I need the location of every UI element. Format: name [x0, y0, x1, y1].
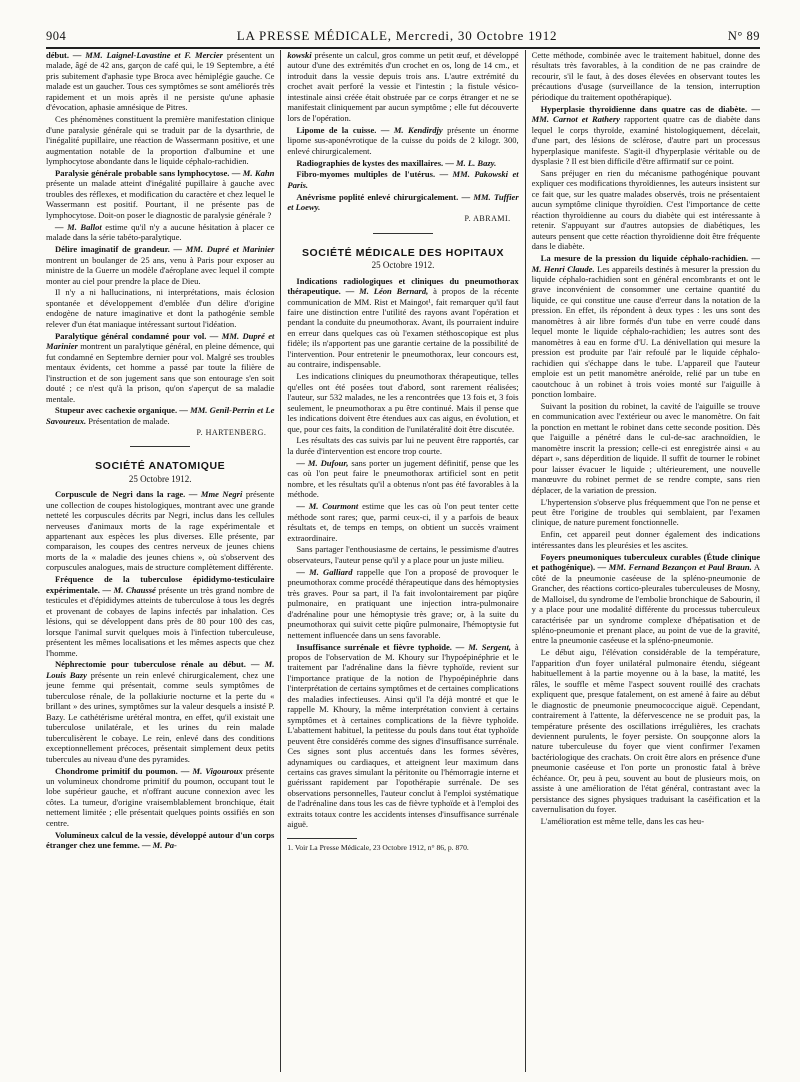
entry-authors: — M. Kahn [231, 167, 275, 178]
paragraph [46, 331, 274, 404]
entry-title: Chondrome primitif du poumon. [55, 765, 178, 776]
column-1 [46, 50, 280, 1072]
entry-title: La mesure de la pression du liquide céphalo-rachidien. [540, 253, 749, 264]
paragraph [287, 50, 518, 123]
entry-authors: — MM. Dupré et Marinier [173, 244, 275, 255]
entry-title: Néphrectomie pour tuberculose rénale au début. [55, 659, 246, 670]
column-2 [280, 50, 524, 1072]
entry-authors: — MM. Tuffier et Loewy. [287, 191, 519, 213]
entry-text: présente une collection de coupes histologiques, montrant avec une grande netteté les corpuscules décrits par Negri, inclus dans les cellules nerveuses d'animaux morts de la rage expérimentale et appartenant aux espèces les plus diverses. Elle présente, par comparaison, les coupes des centres nerveux de jeunes chiens morts de la « maladie des jeunes chiens », où s'observent des corpuscules analogues, mais de structure complètement différente. [46, 489, 275, 573]
entry-text: présente un rein enlevé chirurgicalement, chez une jeune femme qui présentait, comme seuls symptômes de tuberculose rénale, de la pollakiurie nocturne et la perte du « brillant » des urines, symptômes sur la valeur desquels a insisté P. Bazy. Le cathétérisme urétéral montra, en effet, qu'il existait une tuberculose unilatérale, et les urines du rein malade tuberculisèrent le cobaye. Le rein, enlevé dans des conditions exceptionnellement précoces, présentait simplement deux petits tubercules au niveau d'une des pyramides. [46, 669, 275, 764]
paragraph: Les résultats des cas suivis par lui ne peuvent être rapportés, car la durée d'intervention est encore trop courte. [287, 435, 519, 456]
entry-title: début. [46, 50, 70, 60]
journal-title: LA PRESSE MÉDICALE, Mercredi, 30 Octobre 1912 [236, 28, 558, 43]
section-heading: SOCIÉTÉ MÉDICALE DES HOPITAUX [301, 246, 505, 259]
paragraph [46, 659, 274, 764]
columns [46, 50, 760, 1072]
entry-title: Paralytique général condamné pour vol. [55, 330, 207, 341]
entry-title: Foyers pneumoniques tuberculeux curables (Étude clinique et pathogénique). [531, 551, 761, 573]
paragraph [46, 244, 274, 286]
paragraph [287, 125, 518, 156]
paragraph: L'hypertension s'observe plus fréquemment que l'on ne pense et peut être l'origine de troubles qui semblaient, par l'examen clinique, de nature purement fonctionnelle. [531, 496, 761, 528]
section-divider [373, 233, 433, 234]
paragraph [46, 830, 274, 851]
section-heading: SOCIÉTÉ ANATOMIQUE [95, 460, 226, 473]
paragraph [287, 567, 518, 640]
paragraph [46, 168, 274, 220]
entry-authors: — M. Kendirdjy [380, 124, 443, 135]
paragraph: Les indications cliniques du pneumothorax thérapeutique, telles qu'elles ont été posées tout d'abord, sont rarement réalisées; l'auteur, sur 532 malades, ne les a rencontrées que 13 fois et, 3 fois seulement, le pneumothorax a pu être continué. Mais il pense que les indications doivent être étendues aux cas aigus, en évolution, et que, pour ces faits, la condition de l'unilatéralité doit être discutée. [287, 371, 519, 434]
entry-authors: — M. Galliard [296, 566, 353, 577]
entry-text: rappelle que l'on a proposé de provoquer le pneumothorax comme procédé thérapeutique dans des hémoptysies très graves. Pour sa part, il l'a fait involontairement par piqûre pulmonaire, en pratiquant une injection intra-pulmonaire d'adrénaline pour une hémoptysie très grave; or, à la suite du pneumothorax qui suivit cette piqûre pulmonaire, l'hémoptysie fut nettement influencée dans un sens favorable. [287, 566, 519, 640]
paragraph [46, 574, 274, 658]
entry-text: présente un malade atteint d'inégalité pupillaire à gauche avec troubles des réflexes, et modification du caractère et chez lequel le Wassermann est positif. Pourtant, il ne présente pas de lymphocytose. Doit-on poser le diagnostic de paralysie générale ? [46, 178, 275, 220]
section-date: 25 Octobre 1912. [128, 473, 192, 484]
entry-title: Indications radiologiques et cliniques du pneumothorax thérapeutique. [287, 275, 519, 297]
paragraph [287, 458, 518, 500]
paragraph: Enfin, cet appareil peut donner également des indications intéressantes dans les pleurésies et les ascites. [531, 529, 761, 550]
entry-authors: — M. Dufour, [296, 457, 349, 468]
section-date: 25 Octobre 1912. [371, 260, 435, 271]
entry-title: Radiographies de kystes des maxillaires. [296, 157, 444, 168]
entry-text: présente un calcul, gros comme un petit œuf, et développé autour d'une des extrémités d'un crochet en os, long de 14 cm., et introduit dans la vessie depuis trois ans. L'autre extrémité du crochet avait perforé la vessie et l'intestin ; la fistule vésico-intestinale ainsi créée était obstruée par ce corps étranger et ne se manifestait cliniquement par aucun symptôme ; elle fut découverte lors de l'opération. [287, 50, 519, 123]
entry-text: présente un très grand nombre de testicules et d'épididymes atteints de tuberculose à tous les degrés et provenant de cobayes de lapins infectés par inhalation. Ces lésions, qui se développent dans près de 80 pour 100 des cas, lorsque l'animal survit quelques mois à l'infection tuberculeuse, présentent les mêmes localisations et les mêmes aspects que chez l'homme. [46, 584, 275, 658]
entry-authors: — M. Henri Claude. [531, 253, 761, 274]
entry-title: Hyperplasie thyroïdienne dans quatre cas de diabète. [540, 103, 748, 114]
paragraph [46, 489, 274, 573]
entry-authors: — MM. Laignel-Lavastine et F. Mercier [72, 50, 223, 60]
paragraph [287, 501, 518, 543]
entry-title: Insuffisance surrénale et fièvre typhoïde. [296, 641, 452, 652]
entry-text: rapportent quatre cas de diabète dans lequel le corps thyroïde, examiné histologiquement, décelait, d'une part, des lésions de sclérose, d'autre part un processus hyperplasique manifeste. S'agit-il d'hyperplasie véritable ou de dysplasie ? Il est bien difficile d'être affirmatif sur ce point. [531, 114, 761, 167]
issue-number: N° 89 [727, 29, 760, 43]
entry-title: Délire imaginatif de grandeur. [55, 244, 170, 255]
entry-text: présentent un malade, âgé de 42 ans, garçon de café qui, le 19 Septembre, a été pris subitement d'aphasie type Broca avec hémiplégie gauche. Ce malade est un gaucher. Tous ces symptômes se sont améliorés très rapidement et un mois après il ne persiste qu'une aphasie d'évocation, aphasie amnésique de Pitres. [46, 50, 275, 113]
entry-authors: — MM. Fernand Bezançon et Paul Braun. [597, 562, 752, 573]
entry-text: Les appareils destinés à mesurer la pression du liquide céphalo-rachidien sont en général encombrants et ont le grave inconvénient de consommer une certaine quantité du liquide, ce qui constitue une cause d'erreur dans la notation de la pression. En effet, ils répondent à deux types : les uns sont des manomètres à air libre formés d'un tube en verre coudé dans lequel monte le liquide céphalo-rachidien; les autres sont des manomètres à eau en forme d'U. La dénivellation qui mesure la pression est produite par l'air refoulé par le liquide céphalo-rachidien qui s'échappe dans le tube. L'appareil que l'auteur emploie est un petit manomètre anéroïde, relié par un tube en caoutchouc à un robinet à trois voies monté sur l'aiguille à ponction lombaire. [531, 263, 761, 399]
column-3 [525, 50, 760, 1072]
entry-authors: — M. Pa- [141, 840, 177, 851]
paragraph [532, 552, 760, 646]
entry-text: estime que les cas où l'on peut tenter cette méthode sont rares; que, parmi ceux-ci, il y a parfois de beaux résultats et, de temps en temps, on obtient un succès vraiment extraordinaire. [287, 501, 519, 543]
entry-text: A côté de la pneumonie caséeuse de la spléno-pneumonie de Grancher, des réactions cortico-pleurales tuberculeuses de Mosny, de Malloisel, du syndrome de l'embolie bronchique de Sabourin, il y a place pour une modalité différente du processus tuberculeux caractérisée par un syndrome complexe d'hépatisation et de spléno-pneumonie et prenant place, au point de vue de la gravité, entre la pneumonie caséeuse et la spléno-pneumonie. [531, 562, 761, 646]
signature: P. HARTENBERG. [196, 427, 267, 437]
entry-text: montrent un paralytique général, en pleine démence, qui fut condamné en Septembre dernier pour vol. Malgré ses troubles mentaux évidents, cet homme a passé par toute la filière de l'instruction et de son jugement sans que son entourage s'en soit douté ; ce n'est qu'à la prison, qu'on s'aperçut de sa maladie mentale. [46, 341, 275, 404]
entry-title: Fréquence de la tuberculose épididymo-testiculaire expérimentale. [46, 574, 275, 595]
entry-authors: — M. Chaussé [102, 584, 156, 595]
entry-title: Paralysie générale probable sans lymphocytose. [55, 167, 230, 178]
page-number: 904 [46, 29, 67, 43]
signature: P. ABRAMI. [464, 214, 511, 224]
entry-authors: — M. Sergent, [455, 641, 511, 652]
entry-authors: — M. L. Bazy. [445, 157, 497, 168]
paragraph: Ces phénomènes constituent la première manifestation clinique d'une paralysie générale qui se traduit par de la dysarthrie, de l'inégalité pupillaire, une réaction de Wassermann positive, et une augmentation notable de la proportion d'albumine et une lymphocytose abondante dans le liquide céphalo-rachidien. [46, 114, 275, 167]
paragraph [287, 642, 518, 830]
paragraph [46, 222, 274, 243]
paragraph [46, 766, 274, 829]
paragraph: Sans préjuger en rien du mécanisme pathogénique pouvant expliquer ces modifications thyroïdiennes, les auteurs insistent sur ce fait que, sur les quatre malades observés, trois ne présentaient aucun symptôme clinique thyroïdien. C'est l'importance de cette réaction thyroïdienne au cours du diabète qui est intéressante à retenir. S'appuyant sur d'autres autopsies de diabétiques, les auteurs pensent que cette réaction thyroïdienne doit être fréquente dans le diabète. [531, 167, 761, 252]
entry-title: Stupeur avec cachexie organique. [55, 405, 178, 416]
entry-authors: — M. Léon Bernard, [345, 286, 429, 297]
entry-authors: — M. Vigouroux [180, 765, 243, 776]
paragraph: L'amélioration est même telle, dans les cas heu- [540, 816, 705, 827]
footnote: 1. Voir La Presse Médicale, 23 Octobre 1912, n° 86, p. 870. [287, 842, 469, 852]
paragraph [287, 169, 518, 190]
paragraph [46, 50, 274, 113]
entry-text: estime qu'il n'y a aucune hésitation à placer ce malade dans la série tabéto-paralytique. [46, 221, 275, 243]
entry-text: à propos de l'observation de M. Khoury sur l'hypoépinéphrie et le traitement par l'adrénaline dans la fièvre typhoïde, revient sur l'importance pratique de la notion de l'hypoépinéphrie dans l'interprétation de certains symptômes et de certaines complications des maladies infectieuses. Ainsi qu'il l'a déjà montré et que le rappelle M. Khoury, la même interprétation convient à certains symptômes et à certaines complications de la fièvre typhoïde. L'abattement habituel, la petitesse du pouls dans tout état typhoïde peuvent être considérés comme des signes d'insuffisance surrénale. Ces signes sont plus accentués dans les formes sévères, adynamiques ou cardiaques, et atteignent leur maximum dans certains cas graves simulant la péritonite ou l'hémorragie interne et guérissant rapidement par l'opothérapie surrénale. De ses observations personnelles, l'auteur conclut à l'emploi systématique de l'adrénaline dans tous les cas de fièvre typhoïde et à l'emploi des extraits totaux contre les accidents intenses d'insuffisance surrénale aiguë. [287, 641, 519, 830]
entry-authors: — MM. Carnot et Rathery [531, 103, 761, 125]
paragraph [532, 104, 760, 167]
entry-title: Volumineux calcul de la vessie, développé autour d'un corps étranger chez une femme. [46, 829, 275, 851]
paragraph: Suivant la position du robinet, la cavité de l'aiguille se trouve en communication avec l'extérieur ou avec le manomètre. On fait la ponction en mettant le robinet dans cette seconde position. Dès que l'aiguille a pénétré dans le cul-de-sac arachnoïdien, le manomètre inscrit la pression; celle-ci est enregistrée ainsi « au départ », sans déperdition de liquide. Il suffit de tourner le robinet pour laisser évacuer le liquide ; ultérieurement, une nouvelle manœuvre du robinet permet de se rendre compte, sans rien déplacer, de la variation de pression. [531, 400, 761, 495]
paragraph: Cette méthode, combinée avec le traitement habituel, donne des résultats très favorables, à la condition de ne pas craindre de recourir, s'il le faut, à des doses élevées en observant toutes les précautions d'usage (surveillance de la tension, interruption périodique du traitement opothérapique). [531, 50, 761, 102]
page-header [46, 14, 760, 49]
entry-text: sans porter un jugement définitif, pense que les cas où l'on peut faire le pneumothorax artificiel sont en petit nombre, et les résultats qu'il a obtenus n'ont pas été favorables à la méthode. [287, 457, 519, 500]
entry-authors: — MM. Genil-Perrin et Le Savoureux. [46, 405, 275, 426]
entry-authors: kowski [287, 50, 312, 60]
entry-authors: — MM. Pakowski et Paris. [287, 169, 519, 190]
paragraph [287, 192, 518, 213]
entry-authors: — Mme Negri [188, 489, 243, 500]
entry-authors: — M. Ballot [55, 221, 102, 232]
paragraph [46, 405, 274, 426]
entry-title: Anévrisme poplité enlevé chirurgicalement. [296, 191, 459, 202]
entry-text: Présentation de malade. [86, 415, 170, 426]
paragraph: Il n'y a ni hallucinations, ni interprétations, mais éclosion spontanée et développement d'emblée d'un délire d'origine endogène de nature imaginative et dont la pathogénie semble relever d'un état maniaque intéressant surtout l'idéation. [46, 287, 275, 329]
entry-text: présente un volumineux chondrome primitif du poumon, occupant tout le lobe supérieur gauche, et n'offrant aucune connexion avec les côtes. La tumeur, d'origine vraisemblablement bronchique, était nettement limitée ; elle présentait quelques points ossifiés en son centre. [46, 765, 275, 828]
entry-text: montrent un boulanger de 25 ans, venu à Paris pour exposer au ministre de la Guerre un modèle d'aéroplane avec lequel il compte monter au ciel pour prendre la place de Dieu. [46, 254, 275, 286]
entry-text: à propos de la récente communication de MM. Rist et Maingot¹, fait remarquer qu'il faut faire une distinction entre l'utilité des rayons avant l'opération et pendant la conduite du pneumothorax. Avant, ils pourraient induire en erreur dans quelques cas où l'examen stéthoscopique est plus fidèle; ils n'apportent pas une garantie certaine de la possibilité de l'intervention. Pour entretenir le pneumothorax, leur concours est, au contraire, indispensable. [287, 286, 519, 370]
paragraph [287, 158, 518, 168]
entry-title: Corpuscule de Negri dans la rage. [55, 489, 186, 500]
entry-authors: — M. Courmont [296, 501, 359, 512]
entry-text: présente un énorme lipome sus-aponévrotique de la cuisse du poids de 2 kilogr. 300, enlevé chirurgicalement. [287, 124, 519, 156]
footnote-divider [287, 838, 357, 839]
paragraph [287, 276, 518, 370]
entry-authors: — MM. Dupré et Marinier [46, 330, 275, 352]
paragraph [532, 253, 760, 399]
paragraph: Le début aigu, l'élévation considérable de la température, l'apparition d'un foyer unilatéral pulmonaire étendu, siégeant habituellement à la partie moyenne ou à la base, la matité, les râles, le souffle et même l'aspect souvent rouillé des crachats expliquent que, presque fatalement, on est amené à faire au début le diagnostic de pneumonie pneumococcique aiguë. Cependant, contrairement à l'attente, la défervescence ne se produit pas, la température présente des oscillations irrégulières, les crachats deviennent purulents, le foyer persiste. On soupçonne alors la nature tuberculeuse du foyer que vient confirmer l'examen bactériologique des crachats. On croit être alors en présence d'une pneumonie caséeuse et l'on porte un pronostic fatal à brève échéance. Or, peu à peu, souvent au bout de plusieurs mois, on assiste à une amélioration de l'état général, contrastant avec la persistance des signes physiques traduisant la caséification et la cavernulisation du foyer. [531, 647, 761, 815]
entry-title: Fibro-myomes multiples de l'utérus. [296, 169, 436, 180]
entry-authors: — M. Louis Bazy [46, 659, 275, 680]
paragraph: Sans partager l'enthousiasme de certains, le pessimisme d'autres observateurs, l'auteur pense qu'il y a place pour un juste milieu. [287, 544, 519, 565]
entry-title: Lipome de la cuisse. [296, 124, 377, 135]
section-divider [130, 446, 190, 447]
